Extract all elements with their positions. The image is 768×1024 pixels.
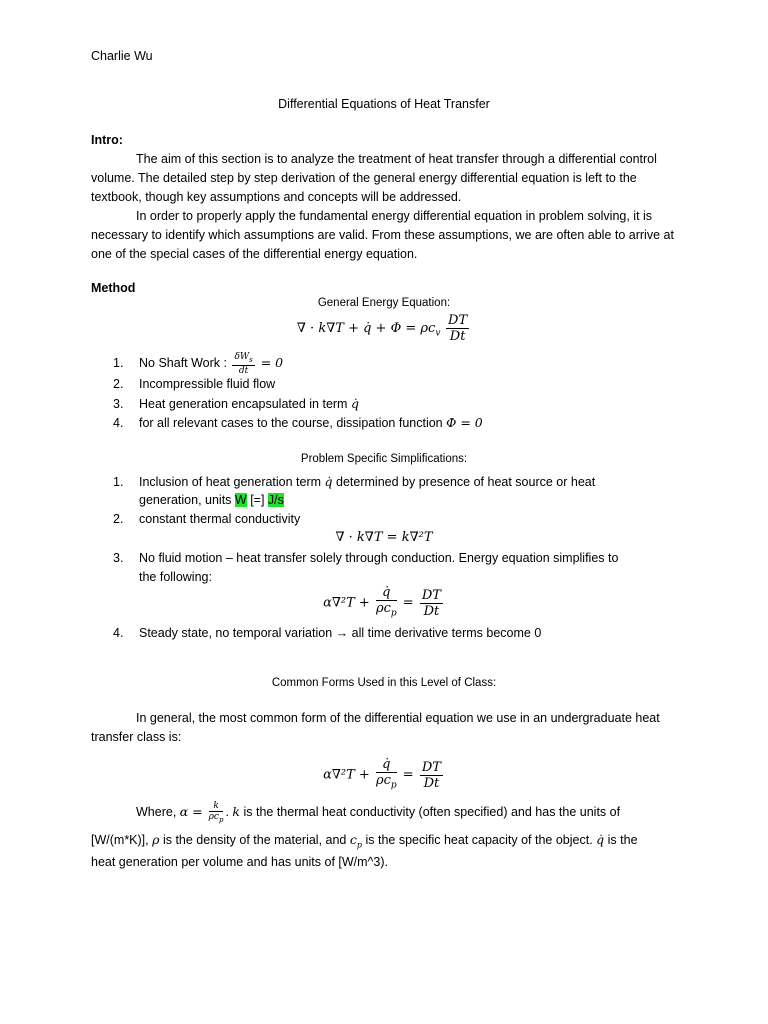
intro-heading: Intro:	[91, 133, 123, 147]
general-eq-sub: v	[435, 328, 441, 339]
assumption-item-2	[113, 375, 275, 394]
problem-item-3	[113, 549, 618, 568]
fraction-denominator: dt	[238, 365, 249, 376]
highlighted-unit-w: W	[234, 493, 247, 507]
where-line-2	[91, 830, 638, 855]
common-eq-rhs-denominator: Dt	[423, 775, 440, 791]
general-energy-heading: General Energy Equation:	[317, 297, 451, 309]
arrow-icon: →	[335, 626, 349, 640]
problem-item-1-text-b: determined by presence of heat source or heat	[332, 475, 596, 489]
k-symbol: k	[232, 804, 240, 820]
where-line-3: heat generation per volume and has units of [W/m^3).	[91, 855, 388, 869]
list-number: 2.	[113, 377, 124, 391]
problem-item-4	[113, 624, 541, 643]
common-eq-denominator: ρc	[375, 773, 391, 788]
method-heading: Method	[91, 281, 136, 295]
where-line-1-text: is the thermal heat conductivity (often specified) and has the units of	[240, 805, 621, 820]
density-text: is the density of the material, and	[159, 833, 350, 847]
period: .	[225, 805, 233, 820]
common-eq-rhs-numerator: DT	[421, 759, 441, 775]
conductivity-equation: ∇ · k∇T = k∇²T	[335, 530, 433, 545]
alpha-fraction-subscript: p	[218, 815, 224, 824]
list-number: 4.	[113, 626, 124, 640]
general-eq-lhs: ∇ · k∇T + q̇ + Φ = ρc	[296, 320, 436, 336]
problem-item-4-text-b: all time derivative terms become 0	[348, 626, 542, 640]
units-label: generation, units	[139, 493, 235, 507]
general-eq-numerator: DT	[448, 313, 468, 328]
cp-subscript: p	[356, 840, 362, 850]
problem-item-1-text-a: Inclusion of heat generation term	[139, 475, 325, 489]
common-forms-heading: Common Forms Used in this Level of Class:	[271, 677, 497, 689]
assumption-equation-tail: = 0	[256, 355, 284, 371]
intro-paragraph-1: The aim of this section is to analyze the treatment of heat transfer through a differential control volume. The detailed step by step derivation of the general energy differential equation is left to the textbook, though key assumptions and concepts will be addressed.	[91, 152, 657, 204]
specific-heat-text: is the specific heat capacity of the object.	[362, 833, 597, 847]
where-label: Where,	[136, 805, 180, 820]
author-name: Charlie Wu	[91, 49, 153, 63]
common-eq-subscript: p	[390, 780, 397, 791]
assumption-math: q̇	[350, 396, 359, 411]
alpha-symbol: α =	[179, 804, 207, 820]
conduction-eq-rhs-denominator: Dt	[423, 603, 440, 619]
alpha-fraction-denominator: ρc	[208, 812, 219, 822]
common-paragraph-line-1: In general, the most common form of the differential equation we use in an undergraduate heat	[136, 711, 660, 725]
assumption-math: Φ = 0	[446, 415, 483, 430]
list-number: 3.	[113, 551, 124, 565]
conduction-eq-subscript: p	[390, 608, 397, 619]
problem-specific-heading: Problem Specific Simplifications:	[300, 453, 468, 465]
problem-item-3-text: No fluid motion – heat transfer solely through conduction. Energy equation simplifies to	[139, 551, 619, 565]
problem-item-1-line-2	[139, 491, 284, 510]
conduction-eq-lhs: α∇²T +	[323, 595, 374, 611]
general-eq-denominator: Dt	[449, 329, 466, 344]
assumption-text: Heat generation encapsulated in term	[139, 397, 351, 411]
problem-item-2-text: constant thermal conductivity	[139, 512, 301, 526]
equals-sign: =	[398, 595, 418, 611]
document-title: Differential Equations of Heat Transfer	[278, 97, 490, 111]
list-number: 2.	[113, 512, 124, 526]
assumption-item-3	[113, 394, 359, 414]
assumption-text: No Shaft Work :	[139, 356, 231, 371]
where-line-2-tail: is the	[604, 833, 638, 847]
highlighted-unit-js: J/s	[267, 493, 284, 507]
list-number: 3.	[113, 397, 124, 411]
conduction-eq-rhs-numerator: DT	[421, 587, 441, 603]
conduction-equation	[0, 585, 768, 622]
equivalence-symbol: [=]	[246, 493, 268, 507]
assumption-item-1	[113, 352, 283, 376]
common-eq-lhs: α∇²T +	[323, 767, 374, 783]
list-number: 1.	[113, 475, 124, 489]
problem-item-1	[113, 472, 595, 492]
assumption-item-4	[113, 413, 483, 433]
q-dot-symbol: q̇	[596, 832, 605, 847]
list-number: 4.	[113, 416, 124, 430]
rho-symbol: ρ	[152, 832, 160, 847]
where-line-1	[136, 801, 620, 825]
assumption-text: for all relevant cases to the course, dissipation function	[139, 416, 447, 430]
q-dot-symbol: q̇	[324, 474, 333, 489]
general-energy-equation	[0, 313, 768, 344]
conduction-eq-numerator: q̇	[376, 585, 397, 601]
conduction-eq-denominator: ρc	[375, 601, 391, 616]
intro-paragraph-2: In order to properly apply the fundamental energy differential equation in problem solving, it is necessary to identify which assumptions are valid. From these assumptions, we are often able to arrive at one of the special cases of the differential energy equation.	[91, 209, 674, 261]
problem-item-3-line-2: the following:	[139, 570, 212, 584]
common-equation	[0, 757, 768, 794]
common-paragraph-line-2: transfer class is:	[91, 730, 182, 744]
equals-sign: =	[398, 767, 418, 783]
alpha-fraction-numerator: k	[209, 801, 224, 812]
problem-item-4-text-a: Steady state, no temporal variation	[139, 626, 336, 640]
list-number: 1.	[113, 356, 124, 371]
problem-item-2	[113, 510, 300, 529]
cp-symbol: c	[349, 832, 357, 847]
conductivity-units: [W/(m*K)],	[91, 833, 153, 847]
assumption-text: Incompressible fluid flow	[139, 377, 276, 391]
fraction-subscript: s	[249, 355, 253, 364]
fraction-numerator: δW	[234, 352, 250, 362]
common-eq-numerator: q̇	[376, 757, 397, 773]
